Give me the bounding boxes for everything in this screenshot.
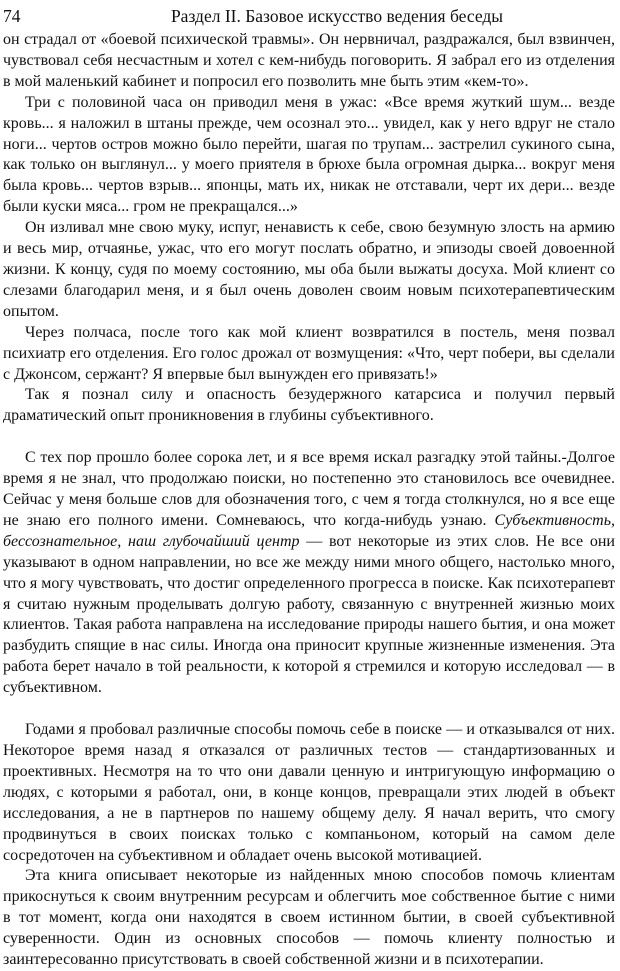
running-title: Раздел II. Базовое искусство ведения беседы (170, 6, 504, 26)
paragraph-book-purpose: Эта книга описывает некоторые из найденных мною способов помочь клиентам прикоснуться к своим внутренним ресурсам и облегчить мое собственное бытие с ними в тот момент, когда они находятся в своем истинном бытии, в своей субъективной суверенности. Один из основных способов — помочь клиенту полностью и заинтересованно присутствовать в своей собственной жизни и в психотерапии. (3, 867, 615, 969)
section-gap (3, 427, 615, 448)
paragraph-catharsis: Так я познал силу и опасность безудержного катарсиса и получил первый драматический опыт проникновения в глубины субъективного. (3, 386, 615, 425)
paragraph-methods: Годами я пробовал различные способы помочь себе в поиске — и отказывался от них. Некоторое время назад я отказался от различных тестов — стандартизованных и проективных. Несмотря на то что они давали ценную и интригующую информацию о людях, с которыми я работал, они, в конце концов, превращали этих людей в объект исследования, а не в партнеров по нашему общему делу. Я начал верить, что смогу продвинуться в своих поисках только с компаньоном, который на самом деле сосредоточен на субъективном и обладает очень высокой мотивацией. (3, 721, 615, 864)
paragraph-search-text-1: С тех пор прошло более сорока лет, и я все время искал разгадку этой тайны.-Долгое время я не знал, что продолжаю поиски, но постепенно это становилось все очевиднее. Сейчас у меня больше слов для обозначения того, с чем я тогда столкнулся, но я все еще не знаю его полного имени. Сомневаюсь, что когда-нибудь узнаю. (3, 449, 615, 529)
paragraph-search (3, 448, 615, 699)
paragraph-search-italic: Субъективность, бессознательное, наш глубочайший центр (3, 511, 615, 550)
page-number: 74 (3, 6, 21, 26)
body-text (3, 30, 615, 971)
running-head (3, 2, 615, 30)
paragraph-soldier-monologue: Три с половиной часа он приводил меня в ужас: «Все время жуткий шум... везде кровь... я наложил в штаны прежде, чем осознал это... увидел, как у него вдруг не стало ноги... чертов остров можно было перейти, шагая по трупам... застрелил сукиного сына, как только он выглянул... у моего приятеля в брюхе была огромная дырка... вокруг меня была кровь... чертов взрыв... японцы, мать их, никак не отставали, черт их дери... везде были куски мяса... гром не прекращался...» (3, 93, 615, 216)
paragraph-continued: он страдал от «боевой психической травмы». Он нервничал, раздражался, был взвинчен, чувствовал себя несчастным и хотел с кем-нибудь поговорить. Я забрал его из отделения в мой маленький кабинет и попросил его позволить мне быть этим «кем-то». (3, 31, 615, 90)
paragraph-search-text-2: — вот некоторые из этих слов. Не все они указывают в одном направлении, но все же между ними много общего, настолько много, что я могу чувствовать, что достиг определенного прогресса в поиске. Как психотерапевт я считаю нужным проделывать долгую работу, связанную с внутренней жизнью моих клиентов. Такая работа направлена на исследование природы нашего бытия, и она может разбудить спящие в нас силы. Иногда она приносит крупные жизненные изменения. Эта работа берет начало в той реальности, к которой я стремился и которую исследовал — в субъективном. (3, 532, 615, 697)
paragraph-psychiatrist: Через полчаса, после того как мой клиент возвратился в постель, меня позвал психиатр его отделения. Его голос дрожал от возмущения: «Что, черт побери, вы сделали с Джонсом, сержант? Я впервые был вынужден его привязать!» (3, 323, 615, 383)
paragraph-outpouring: Он изливал мне свою муку, испуг, ненависть к себе, свою безумную злость на армию и весь мир, отчаянье, ужас, что его могут послать обратно, и эпизоды своей довоенной жизни. К концу, судя по моему состоянию, мы оба были выжаты досуха. Мой клиент со слезами благодарил меня, и я был очень доволен своим новым психотерапевтическим опытом. (3, 219, 615, 320)
section-gap (3, 699, 615, 720)
